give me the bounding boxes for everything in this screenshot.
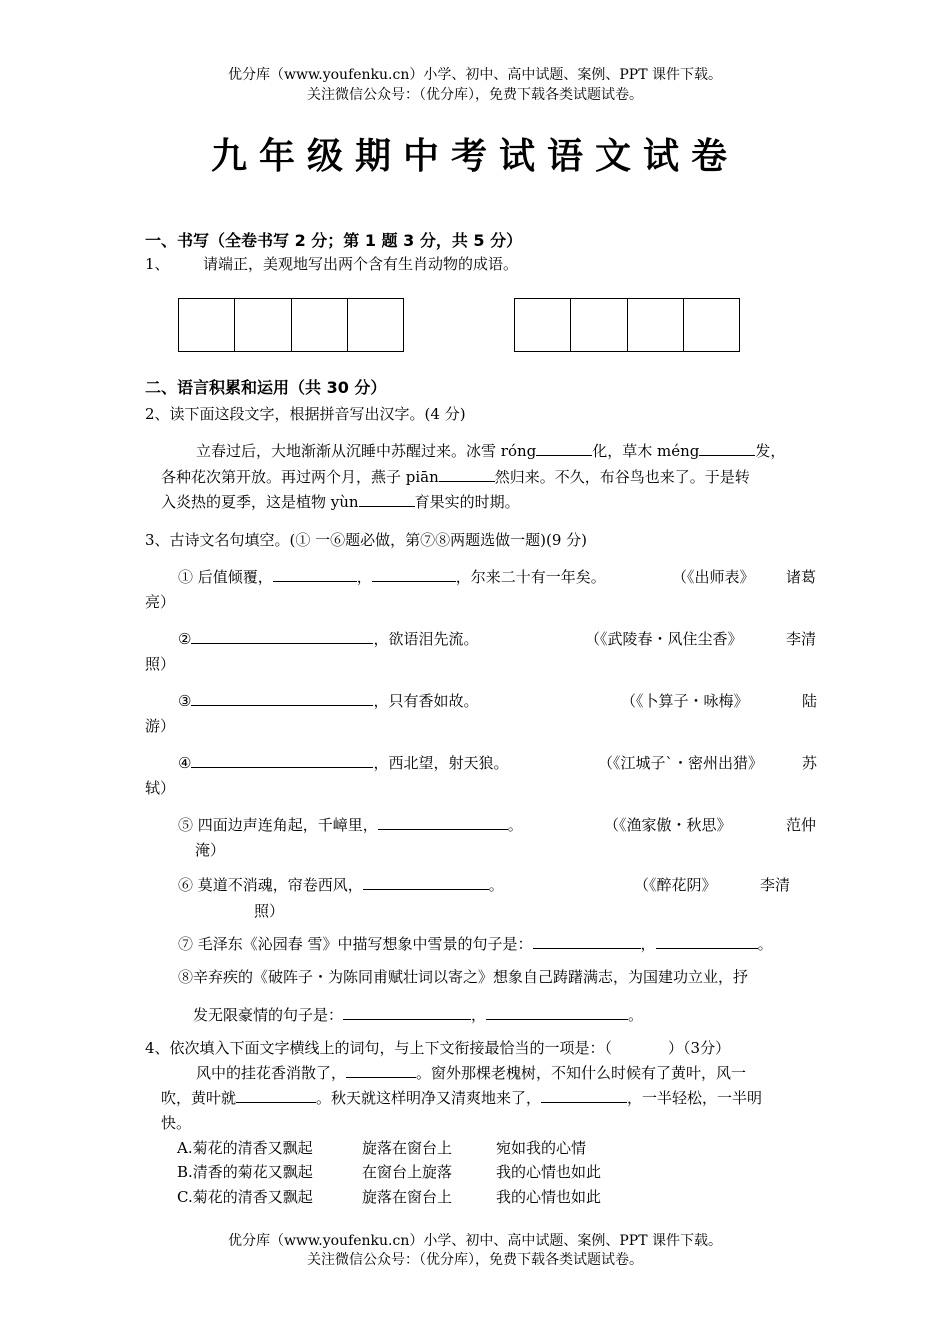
- answer-blank[interactable]: [191, 629, 373, 644]
- q4-option-b-col3: 我的心情也如此: [496, 1163, 602, 1181]
- q3-item-7: [178, 933, 773, 954]
- writing-box[interactable]: [292, 299, 348, 351]
- q3-text: ⑥ 莫道不消魂，帘卷西风，: [178, 876, 363, 894]
- q3-item-5: [178, 814, 523, 835]
- q2-prompt: 2、读下面这段文字，根据拼音写出汉字。(4 分): [145, 405, 466, 423]
- q3-item-2-tail: 照）: [145, 655, 176, 673]
- q4-text: 风中的挂花香消散了，: [196, 1064, 347, 1082]
- answer-blank[interactable]: [363, 875, 489, 890]
- header-line-1: 优分库（www.youfenku.cn）小学、初中、高中试题、案例、PPT 课件下载。: [227, 67, 722, 83]
- answer-blank[interactable]: [346, 1063, 416, 1078]
- q2-line-3: [161, 491, 520, 512]
- q4-option-b[interactable]: B.清香的菊花又飘起: [177, 1163, 313, 1181]
- section-1-heading: 一、书写（全卷书写 2 分；第 1 题 3 分，共 5 分）: [145, 231, 523, 250]
- q3-text: 。: [757, 935, 773, 953]
- q4-option-a-col2: 旋落在窗台上: [362, 1139, 453, 1157]
- q3-item-3-tail: 游）: [145, 717, 176, 735]
- q3-text: ，西北望，射天狼。: [373, 754, 509, 772]
- answer-blank[interactable]: [541, 1088, 627, 1103]
- section-2-heading: 二、语言积累和运用（共 30 分）: [145, 378, 387, 397]
- answer-blank[interactable]: [536, 441, 592, 456]
- writing-grid-right: [514, 298, 740, 352]
- q1-number: 1、: [145, 255, 170, 273]
- q3-item-1: [178, 566, 606, 587]
- answer-blank[interactable]: [359, 492, 415, 507]
- writing-box[interactable]: [571, 299, 627, 351]
- q2-line-2: [161, 466, 750, 487]
- q3-item-1-tail: 亮）: [145, 593, 176, 611]
- q3-text: 。: [488, 876, 504, 894]
- q3-text: 。: [507, 816, 523, 834]
- q4-text: 。窗外那棵老槐树，不知什么时候有了黄叶，风一: [416, 1064, 747, 1082]
- q3-item-5-source: （《渔家傲・秋思》: [604, 816, 732, 834]
- q4-option-a-col3: 宛如我的心情: [496, 1139, 587, 1157]
- q4-line-2: [161, 1087, 762, 1108]
- writing-box[interactable]: [515, 299, 571, 351]
- q3-item-2: [178, 628, 478, 649]
- q3-item-6: [178, 874, 504, 895]
- q3-item-6-tail: 照）: [254, 902, 285, 920]
- q2-text: 各种花次第开放。再过两个月，燕子 piān: [161, 468, 439, 486]
- q1-text: 请端正，美观地写出两个含有生肖动物的成语。: [203, 255, 519, 273]
- q2-text: 育果实的时期。: [414, 493, 520, 511]
- header-line-2: 关注微信公众号：（优分库），免费下载各类试题试卷。: [307, 87, 643, 103]
- q2-line-1: [196, 440, 785, 461]
- answer-blank[interactable]: [439, 467, 495, 482]
- q3-item-3-author: 陆: [802, 692, 818, 710]
- footer-line-2: 关注微信公众号：（优分库），免费下载各类试题试卷。: [307, 1252, 643, 1268]
- q3-text: ，尔来二十有一年矣。: [455, 568, 606, 586]
- q3-text: ，欲语泪先流。: [373, 630, 479, 648]
- q4-text: ，一半轻松，一半明: [627, 1089, 763, 1107]
- q3-text: ，: [356, 568, 372, 586]
- q3-text: ⑦ 毛泽东《沁园春 雪》中描写想象中雪景的句子是：: [178, 935, 533, 953]
- q3-item-1-source: （《出师表》: [672, 568, 755, 586]
- answer-blank[interactable]: [273, 567, 357, 582]
- q3-item-5-tail: 淹）: [195, 841, 226, 859]
- q4-line-3: 快。: [161, 1114, 192, 1132]
- q2-text: 发，: [755, 442, 786, 460]
- q2-text: 然归来。不久，布谷鸟也来了。于是转: [494, 468, 750, 486]
- q3-item-4-author: 苏: [802, 754, 818, 772]
- q4-option-b-col2: 在窗台上旋落: [362, 1163, 453, 1181]
- q3-text: ④: [178, 754, 192, 772]
- q4-prompt-text: 4、依次填入下面文字横线上的词句，与上下文衔接最恰当的一项是：（: [145, 1039, 613, 1057]
- answer-blank[interactable]: [191, 753, 373, 768]
- q4-option-c[interactable]: C.菊花的清香又飘起: [177, 1188, 313, 1206]
- q4-prompt: [145, 1037, 730, 1058]
- q3-item-8-line-1: ⑧辛弃疾的《破阵子・为陈同甫赋壮词以寄之》想象自己踌躇满志，为国建功立业，抒: [178, 968, 749, 986]
- answer-blank[interactable]: [372, 567, 456, 582]
- q3-item-4-tail: 轼）: [145, 779, 176, 797]
- q4-text: 吹，黄叶就: [161, 1089, 237, 1107]
- answer-blank[interactable]: [236, 1088, 316, 1103]
- q3-text: ②: [178, 630, 192, 648]
- answer-blank[interactable]: [699, 441, 755, 456]
- writing-box[interactable]: [348, 299, 403, 351]
- writing-box[interactable]: [235, 299, 291, 351]
- q3-text: ，: [640, 935, 656, 953]
- q3-item-4-source: （《江城子`・密州出猎》: [598, 754, 764, 772]
- q3-item-3-source: （《卜算子・咏梅》: [621, 692, 749, 710]
- q2-text: 立春过后，大地渐渐从沉睡中苏醒过来。冰雪 róng: [196, 442, 537, 460]
- q4-line-1: [196, 1062, 746, 1083]
- q4-text: 。秋天就这样明净又清爽地来了，: [316, 1089, 542, 1107]
- q3-text: ① 后值倾覆，: [178, 568, 273, 586]
- q3-item-3: [178, 690, 478, 711]
- q2-text: 化，草木 méng: [592, 442, 700, 460]
- q3-text: ，只有香如故。: [373, 692, 479, 710]
- answer-blank[interactable]: [656, 934, 758, 949]
- q3-item-2-source: （《武陵春・风住尘香》: [585, 630, 743, 648]
- q3-text: 发无限豪情的句子是：: [193, 1006, 344, 1024]
- writing-box[interactable]: [628, 299, 684, 351]
- page-title: 九年级期中考试语文试卷: [210, 135, 739, 177]
- q3-item-6-source: （《醉花阴》: [634, 876, 717, 894]
- q3-item-4: [178, 752, 508, 773]
- q3-text: ⑤ 四面边声连角起，千嶂里，: [178, 816, 378, 834]
- q3-text: 。: [628, 1006, 644, 1024]
- q2-text: 入炎热的夏季，这是植物 yùn: [161, 493, 359, 511]
- answer-blank[interactable]: [533, 934, 641, 949]
- q3-item-6-author: 李清: [760, 876, 791, 894]
- answer-blank[interactable]: [486, 1005, 628, 1020]
- q3-text: ，: [471, 1006, 487, 1024]
- writing-box[interactable]: [179, 299, 235, 351]
- writing-grid-left: [178, 298, 404, 352]
- q4-prompt-end: ）（3分）: [668, 1039, 731, 1057]
- q4-option-a[interactable]: A.菊花的清香又飘起: [177, 1139, 313, 1157]
- answer-blank[interactable]: [191, 691, 373, 706]
- writing-box[interactable]: [684, 299, 739, 351]
- answer-blank[interactable]: [343, 1005, 471, 1020]
- q3-item-5-author: 范仲: [786, 816, 817, 834]
- q3-item-1-author: 诸葛: [786, 568, 817, 586]
- answer-blank[interactable]: [378, 815, 508, 830]
- footer-line-1: 优分库（www.youfenku.cn）小学、初中、高中试题、案例、PPT 课件下载。: [227, 1233, 722, 1249]
- q4-option-c-col2: 旋落在窗台上: [362, 1188, 453, 1206]
- q3-item-2-author: 李清: [786, 630, 817, 648]
- q4-option-c-col3: 我的心情也如此: [496, 1188, 602, 1206]
- q3-item-8-line-2: [193, 1004, 643, 1025]
- q3-text: ③: [178, 692, 192, 710]
- q3-prompt: 3、古诗文名句填空。(① 一⑥题必做，第⑦⑧两题选做一题)(9 分): [145, 531, 588, 549]
